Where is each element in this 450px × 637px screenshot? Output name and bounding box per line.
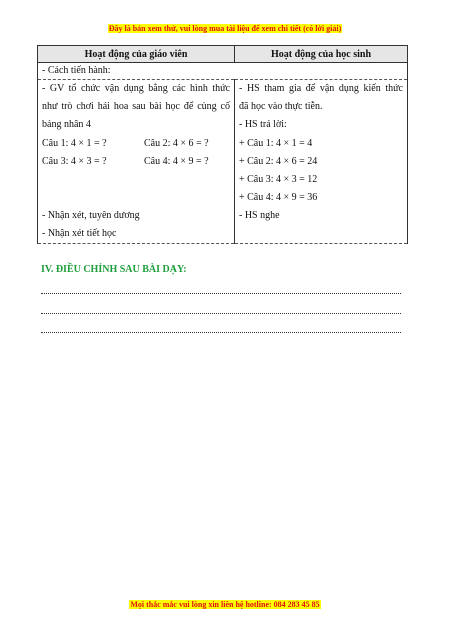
blank-dotted-line bbox=[41, 313, 401, 314]
adjustment-number: IV bbox=[41, 264, 51, 275]
top-banner-text: Đây là bản xem thử, vui lòng mua tài liệu để xem chi tiết (có lời giải) bbox=[108, 24, 342, 33]
bottom-hotline-banner bbox=[0, 600, 450, 609]
question-item: Câu 4: 4 × 9 = ? bbox=[144, 155, 209, 167]
teacher-line: bảng nhân 4 bbox=[42, 119, 91, 131]
student-line: + Câu 4: 4 × 9 = 36 bbox=[239, 192, 318, 204]
student-line: - HS nghe bbox=[239, 210, 280, 222]
question-item: Câu 1: 4 × 1 = ? bbox=[42, 137, 107, 149]
teacher-line: như trò chơi hái hoa sau bài học để củng cố bbox=[42, 101, 230, 113]
blank-dotted-line bbox=[41, 293, 401, 294]
table-header-row bbox=[38, 46, 408, 63]
teacher-activity-cell bbox=[38, 80, 235, 244]
student-activity-cell bbox=[235, 80, 408, 244]
question-row bbox=[42, 135, 230, 153]
student-line: + Câu 2: 4 × 6 = 24 bbox=[239, 155, 318, 167]
student-line: - HS trả lời: bbox=[239, 119, 287, 131]
question-item: Câu 2: 4 × 6 = ? bbox=[144, 137, 209, 149]
table-row bbox=[38, 80, 408, 244]
teacher-line: - GV tổ chức vận dụng bằng các hình thức bbox=[42, 83, 230, 94]
teacher-line: - Nhận xét, tuyên dương bbox=[42, 209, 140, 221]
top-preview-banner bbox=[0, 24, 450, 33]
table-row bbox=[38, 63, 408, 80]
question-row bbox=[42, 153, 230, 171]
student-line: + Câu 3: 4 × 3 = 12 bbox=[239, 173, 318, 185]
student-line: + Câu 1: 4 × 1 = 4 bbox=[239, 137, 313, 149]
procedure-label: - Cách tiến hành: bbox=[38, 63, 408, 80]
spacer bbox=[42, 171, 230, 207]
teacher-line: - Nhận xét tiết học bbox=[42, 228, 117, 240]
lesson-activity-table bbox=[37, 45, 408, 244]
student-line: đã học vào thực tiễn. bbox=[239, 101, 323, 113]
student-line: - HS tham gia để vận dụng kiến thức bbox=[239, 83, 403, 94]
teacher-column-header: Hoạt động của giáo viên bbox=[38, 46, 235, 63]
blank-dotted-line bbox=[41, 332, 401, 333]
bottom-banner-text: Mọi thắc mắc vui lòng xin liên hệ hotline: 084 283 45 85 bbox=[130, 600, 320, 609]
adjustment-heading: . ĐIỀU CHỈNH SAU BÀI DẠY: bbox=[50, 264, 187, 275]
question-item: Câu 3: 4 × 3 = ? bbox=[42, 155, 107, 167]
student-column-header: Hoạt động của học sinh bbox=[235, 46, 408, 63]
adjustment-section-title bbox=[41, 264, 187, 275]
